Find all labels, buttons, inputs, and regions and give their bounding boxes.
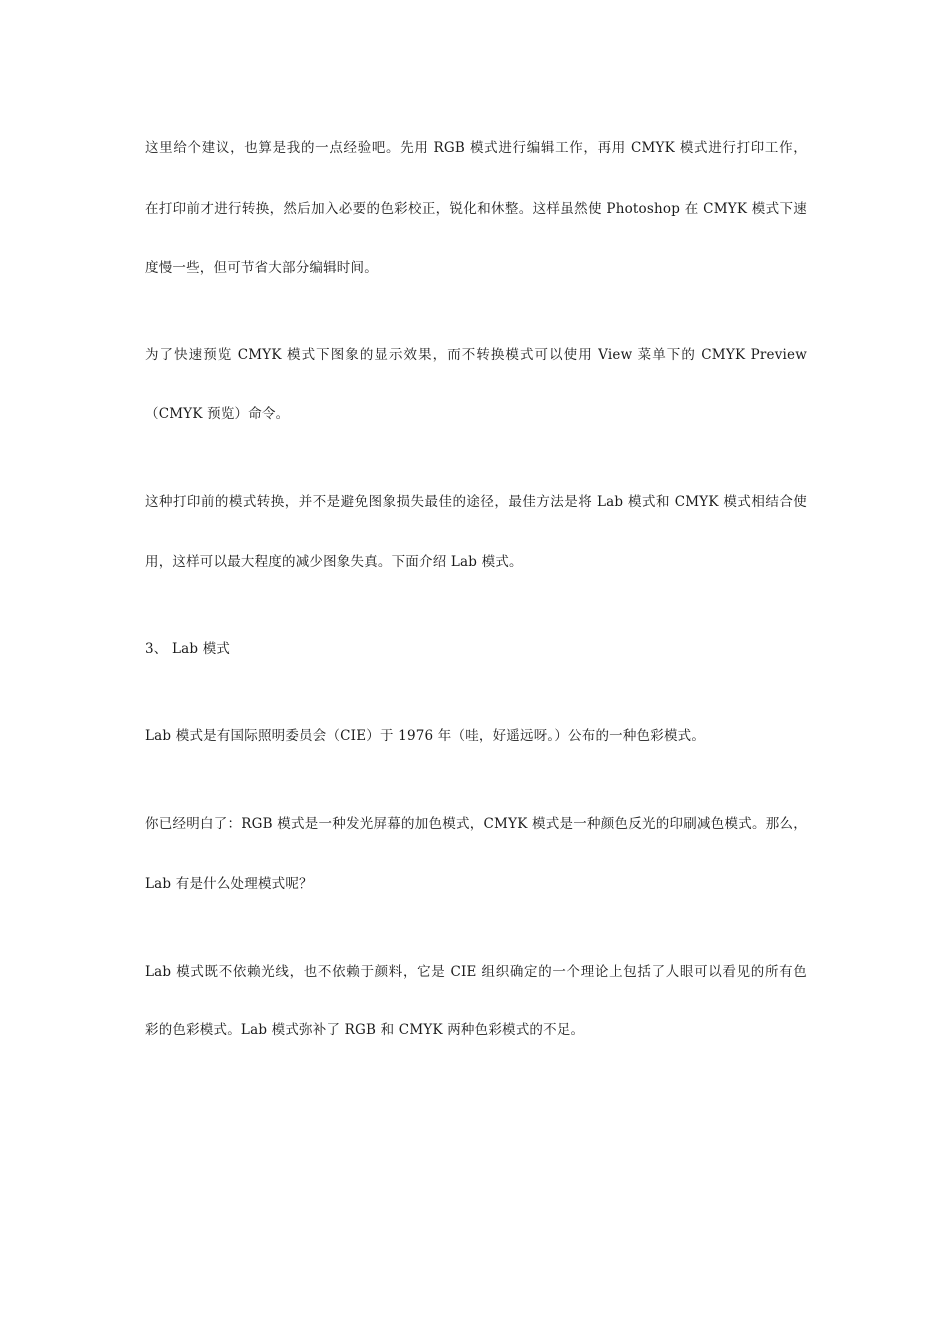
paragraph-6-line-1: Lab 模式既不依赖光线，也不依赖于颜料，它是 CIE 组织确定的一个理论上包括了人眼可以看见的所有色: [145, 964, 807, 980]
paragraph-5-line-1: 你已经明白了：RGB 模式是一种发光屏幕的加色模式，CMYK 模式是一种颜色反光的印刷减色模式。那么，: [145, 816, 807, 832]
paragraph-2-line-2: （CMYK 预览）命令。: [145, 406, 290, 422]
paragraph-1-line-1: 这里给个建议，也算是我的一点经验吧。先用 RGB 模式进行编辑工作，再用 CMYK 模式进行打印工作，: [145, 140, 807, 156]
paragraph-3-line-2: 用，这样可以最大程度的减少图象失真。下面介绍 Lab 模式。: [145, 554, 523, 570]
paragraph-6-line-2: 彩的色彩模式。Lab 模式弥补了 RGB 和 CMYK 两种色彩模式的不足。: [145, 1022, 585, 1038]
paragraph-3-line-1: 这种打印前的模式转换，并不是避免图象损失最佳的途径，最佳方法是将 Lab 模式和 CMYK 模式相结合使: [145, 494, 807, 510]
paragraph-2-line-1: 为了快速预览 CMYK 模式下图象的显示效果，而不转换模式可以使用 View 菜单下的 CMYK Preview: [145, 347, 807, 363]
paragraph-5-line-2: Lab 有是什么处理模式呢？: [145, 876, 313, 892]
section-heading: 3、 Lab 模式: [145, 641, 231, 657]
paragraph-1-line-2: 在打印前才进行转换，然后加入必要的色彩校正，锐化和休整。这样虽然使 Photoshop 在 CMYK 模式下速: [145, 201, 807, 217]
paragraph-4-line-1: Lab 模式是有国际照明委员会（CIE）于 1976 年（哇，好遥远呀。）公布的一种色彩模式。: [145, 728, 706, 744]
paragraph-1-line-3: 度慢一些，但可节省大部分编辑时间。: [145, 260, 378, 276]
